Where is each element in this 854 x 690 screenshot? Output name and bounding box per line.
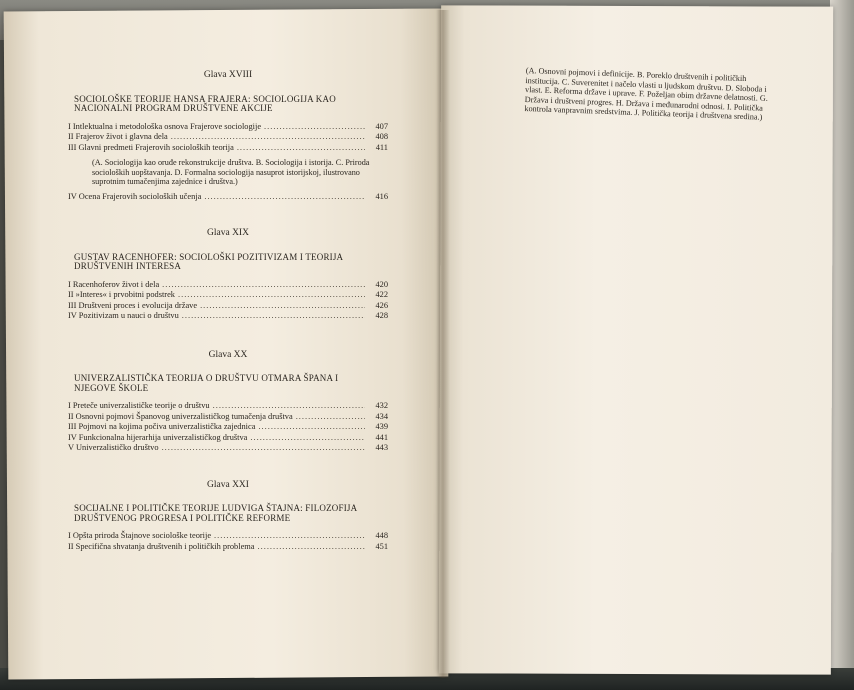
entry-page: 434	[375, 411, 388, 421]
entry-page: 451	[375, 541, 388, 551]
entry-page: 428	[375, 311, 388, 321]
entry-page: 420	[375, 279, 388, 289]
chapter-title: UNIVERZALISTIČKA TEORIJA O DRUŠTVU OTMARA ŠPANA I NJEGOVE ŠKOLE	[74, 373, 339, 393]
leader-dots	[200, 301, 365, 312]
leader-dots	[250, 433, 365, 444]
entry-page: 407	[375, 121, 388, 131]
chapter-number: Glava XVIII	[203, 70, 253, 80]
entry-page: 408	[375, 132, 388, 141]
toc-entry	[68, 143, 388, 154]
entry-page: 443	[375, 443, 388, 453]
toc-entry	[68, 301, 388, 312]
chapter-20	[68, 350, 388, 454]
entry-label: II Frajerov život i glavna dela	[68, 132, 168, 141]
table-of-contents	[68, 66, 388, 552]
toc-entry	[68, 412, 388, 423]
entry-page: 426	[375, 300, 388, 310]
leader-dots	[171, 132, 365, 143]
book-gutter	[436, 10, 450, 678]
entry-page: 432	[375, 401, 388, 411]
entry-label: II »Interes« i prvobitni podstrek	[68, 290, 175, 300]
toc-entry	[68, 280, 388, 291]
chapter-title: SOCIJALNE I POLITIČKE TEORIJE LUDVIGA ŠTAJNA: FILOZOFIJA DRUŠTVENOG PROGRESA I POLITIČKE REFORME	[74, 503, 357, 523]
chapter-18	[68, 70, 388, 202]
entry-label: IV Pozitivizam u nauci o društvu	[68, 311, 179, 321]
leader-dots	[213, 401, 365, 412]
leader-dots	[204, 192, 365, 203]
leader-dots	[178, 290, 365, 301]
entry-page: 416	[375, 191, 388, 201]
entry-page: 411	[375, 142, 388, 152]
entry-label: I Preteče univerzalističke teorije o društvu	[68, 401, 210, 411]
section-summary: (A. Sociologija kao oruđe rekonstrukcije društva. B. Sociologija i istorija. C. Priroda socioloških uopštavanja. D. Formalna sociologija nasuprot istorijskoj, ilustrovano suprotnim tumačenjima zajednice i društva.)	[92, 158, 370, 187]
chapter-number: Glava XXI	[207, 479, 249, 490]
entry-label: I Racenhoferov život i dela	[68, 279, 160, 289]
toc-entry	[68, 132, 388, 143]
chapter-21	[68, 480, 388, 553]
toc-entry	[68, 433, 388, 444]
chapter-number: Glava XIX	[207, 228, 249, 239]
chapter-title: SOCIOLOŠKE TEORIJE HANSA FRAJERA: SOCIOLOGIJA KAO NACIONALNI PROGRAM DRUŠTVENE AKCIJE	[74, 93, 336, 113]
chapter-number: Glava XX	[208, 349, 248, 360]
entry-page: 441	[375, 432, 388, 442]
entry-label: III Pojmovi na kojima počiva univerzalistička zajednica	[68, 422, 256, 432]
leader-dots	[264, 122, 365, 133]
entry-label: V Univerzalističko društvo	[68, 443, 159, 453]
entry-page: 422	[375, 290, 388, 300]
leader-dots	[214, 531, 365, 542]
chapter-title: GUSTAV RACENHOFER: SOCIOLOŠKI POZITIVIZAM I TEORIJA DRUŠTVENIH INTERESA	[74, 251, 343, 272]
leader-dots	[237, 143, 365, 154]
toc-entry	[68, 311, 388, 322]
leader-dots	[182, 311, 365, 322]
toc-entry	[68, 443, 388, 454]
entry-label: II Specifična shvatanja društvenih i političkih problema	[68, 541, 255, 551]
toc-entry	[68, 542, 388, 553]
entry-page: 448	[375, 531, 388, 541]
entry-page: 439	[375, 422, 388, 432]
continued-summary: (A. Osnovni pojmovi i definicije. B. Poreklo društvenih i političkih institucija. C. Suverenitet i načelo vlasti u ljudskom društvu. D. Sloboda i vlast. E. Reforma države i uprave. F. Poželjan obim državne delatnosti. G. Država i društveni progres. H. Država i međunarodni odnosi. I. Politička kontrola vanpravnim sredstvima. J. Politička teorija i društvena sredina.)	[524, 66, 768, 123]
toc-entry	[68, 531, 388, 542]
toc-entry	[68, 192, 388, 203]
entry-label: II Osnovni pojmovi Španovog univerzalističkog tumačenja društva	[68, 411, 293, 421]
leader-dots	[258, 542, 365, 553]
entry-label: III Glavni predmeti Frajerovih socioloških teorija	[68, 142, 234, 152]
leader-dots	[162, 443, 365, 454]
chapter-19	[68, 228, 388, 322]
entry-label: IV Ocena Frajerovih socioloških učenja	[68, 191, 202, 201]
toc-entry	[68, 422, 388, 433]
leader-dots	[296, 412, 365, 423]
entry-label: IV Funkcionalna hijerarhija univerzalističkog društva	[68, 432, 248, 442]
background-object	[830, 0, 854, 690]
leader-dots	[162, 280, 365, 291]
leader-dots	[258, 422, 365, 433]
entry-label: I Opšta priroda Štajnove sociološke teorije	[68, 531, 212, 541]
entry-label: I Intlektualna i metodološka osnova Frajerove sociologije	[68, 121, 262, 131]
entry-label: III Društveni proces i evolucija države	[68, 300, 198, 310]
toc-entry	[68, 401, 388, 412]
toc-entry	[68, 290, 388, 301]
toc-entry	[68, 122, 388, 133]
